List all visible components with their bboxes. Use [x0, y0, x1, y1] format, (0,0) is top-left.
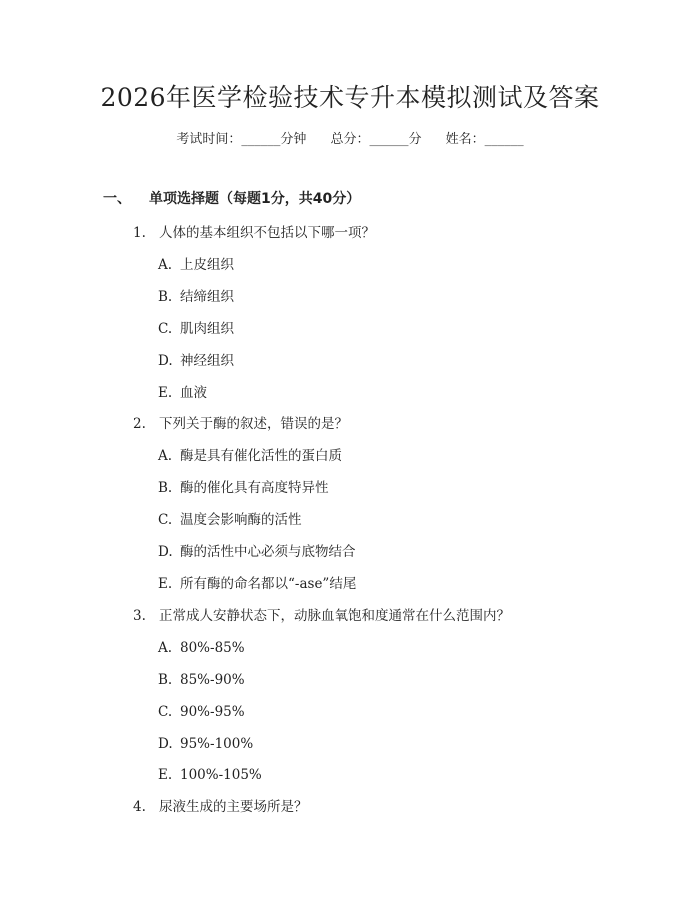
option-2b: [158, 477, 329, 499]
total-score-field: [330, 132, 421, 147]
student-name-field: [446, 132, 524, 147]
question-number: 4.: [133, 799, 146, 815]
option-text: 80%-85%: [180, 640, 245, 656]
option-text: 所有酶的命名都以“-ase”结尾: [180, 576, 357, 592]
section-title: 单项选择题（每题1分，共40分）: [149, 191, 361, 207]
exam-info-line: [0, 130, 700, 150]
option-3c: [158, 701, 245, 723]
question-3: [133, 605, 510, 627]
exam-time-blank: ______: [241, 132, 281, 147]
question-number: 1.: [133, 225, 146, 241]
question-2: [133, 413, 348, 435]
option-1a: [158, 254, 234, 276]
option-2c: [158, 509, 302, 531]
option-2a: [158, 445, 342, 467]
question-text: 人体的基本组织不包括以下哪一项？: [159, 225, 375, 241]
option-letter: B.: [158, 480, 173, 496]
option-2e: [158, 573, 356, 595]
option-2d: [158, 541, 356, 563]
option-letter: E.: [158, 385, 173, 401]
option-text: 85%-90%: [180, 672, 245, 688]
question-4: [133, 796, 308, 818]
option-letter: D.: [158, 736, 173, 752]
option-letter: D.: [158, 353, 173, 369]
option-3d: [158, 733, 253, 755]
option-text: 95%-100%: [180, 736, 254, 752]
question-number: 2.: [133, 416, 146, 432]
option-1d: [158, 350, 234, 372]
option-letter: B.: [158, 289, 173, 305]
option-letter: E.: [158, 576, 173, 592]
option-letter: A.: [158, 640, 173, 656]
total-score-label: 总分：: [330, 132, 370, 147]
question-text: 正常成人安静状态下，动脉血氧饱和度通常在什么范围内？: [159, 608, 510, 624]
option-1e: [158, 382, 207, 404]
option-letter: A.: [158, 448, 173, 464]
option-text: 温度会影响酶的活性: [180, 512, 302, 528]
question-1: [133, 222, 375, 244]
question-text: 下列关于酶的叙述，错误的是？: [159, 416, 348, 432]
option-text: 90%-95%: [180, 704, 245, 720]
option-letter: C.: [158, 512, 173, 528]
option-text: 100%-105%: [180, 767, 262, 783]
option-letter: E.: [158, 767, 173, 783]
total-score-unit: 分: [408, 132, 422, 147]
option-letter: C.: [158, 704, 173, 720]
question-number: 3.: [133, 608, 146, 624]
exam-time-unit: 分钟: [280, 132, 307, 147]
option-1b: [158, 286, 234, 308]
option-text: 酶是具有催化活性的蛋白质: [180, 448, 342, 464]
option-letter: C.: [158, 321, 173, 337]
option-1c: [158, 318, 234, 340]
exam-time-label: 考试时间：: [176, 132, 242, 147]
question-text: 尿液生成的主要场所是？: [159, 799, 308, 815]
option-3e: [158, 764, 262, 786]
option-text: 肌肉组织: [180, 321, 234, 337]
option-text: 酶的催化具有高度特异性: [180, 480, 329, 496]
option-text: 上皮组织: [180, 257, 234, 273]
student-name-label: 姓名：: [445, 132, 485, 147]
total-score-blank: ______: [369, 132, 409, 147]
exam-time-field: [176, 132, 306, 147]
option-letter: D.: [158, 544, 173, 560]
option-text: 结缔组织: [180, 289, 234, 305]
option-3b: [158, 669, 245, 691]
option-text: 酶的活性中心必须与底物结合: [180, 544, 356, 560]
student-name-blank: ______: [484, 132, 524, 147]
page-title: 2026年医学检验技术专升本模拟测试及答案: [100, 83, 600, 112]
option-letter: B.: [158, 672, 173, 688]
option-text: 神经组织: [180, 353, 234, 369]
section-heading: [103, 188, 360, 210]
option-3a: [158, 637, 245, 659]
option-letter: A.: [158, 257, 173, 273]
option-text: 血液: [180, 385, 207, 401]
section-number: 一、: [103, 191, 131, 207]
